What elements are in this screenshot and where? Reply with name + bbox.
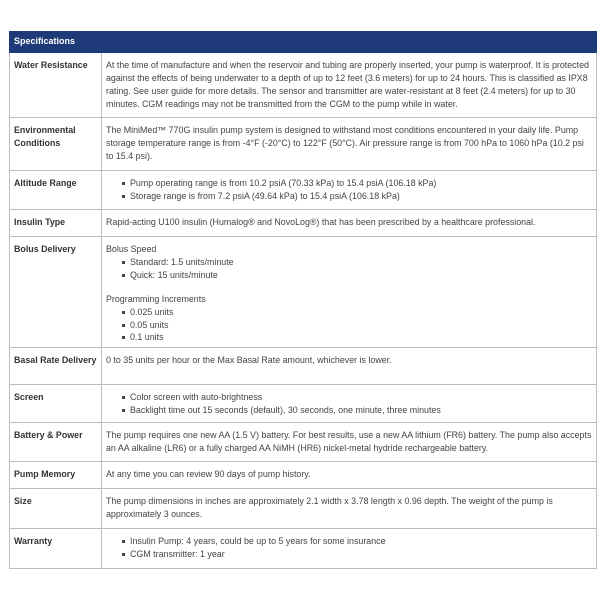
row-label: Screen [10, 385, 102, 423]
row-label: Basal Rate Delivery [10, 348, 102, 385]
list-item: Standard: 1.5 units/minute [122, 256, 592, 269]
row-value: Rapid-acting U100 insulin (Humalog® and NovoLog®) that has been prescribed by a healthcare professional. [102, 210, 597, 237]
row-label: Warranty [10, 529, 102, 569]
list-item: 0.025 units [122, 306, 592, 319]
row-value: The pump dimensions in inches are approximately 2.1 width x 3.78 length x 0.96 depth. The weight of the pump is approximately 3 ounces. [102, 489, 597, 529]
row-label: Insulin Type [10, 210, 102, 237]
programming-increments-heading: Programming Increments [106, 293, 206, 304]
list-item: Color screen with auto-brightness [122, 391, 592, 404]
table-row-warranty [10, 529, 597, 569]
list-item: Insulin Pump: 4 years, could be up to 5 years for some insurance [122, 535, 592, 548]
row-value [102, 385, 597, 423]
list-item: Pump operating range is from 10.2 psiA (70.33 kPa) to 15.4 psiA (106.18 kPa) [122, 177, 592, 190]
list-item: 0.05 units [122, 319, 592, 332]
table-row-environmental-conditions [10, 118, 597, 171]
row-label: Size [10, 489, 102, 529]
bullet-list [106, 391, 592, 417]
bullet-list [106, 535, 592, 561]
row-value: The pump requires one new AA (1.5 V) battery. For best results, use a new AA lithium (FR6) battery. The pump also accepts an AA alkaline (LR6) or a fully charged AA NiMH (HR6) nickel-metal hydride rechargeable battery. [102, 423, 597, 462]
table-row-screen [10, 385, 597, 423]
row-value [102, 171, 597, 210]
row-label: Water Resistance [10, 53, 102, 118]
list-item: Backlight time out 15 seconds (default), 30 seconds, one minute, three minutes [122, 404, 592, 417]
row-label: Altitude Range [10, 171, 102, 210]
row-label: Environmental Conditions [10, 118, 102, 171]
table-row-size [10, 489, 597, 529]
list-item: CGM transmitter: 1 year [122, 548, 592, 561]
list-item: 0.1 units [122, 331, 592, 344]
table-row-battery-power [10, 423, 597, 462]
table-row-insulin-type [10, 210, 597, 237]
table-header: Specifications [10, 32, 597, 53]
bullet-list [106, 306, 592, 345]
row-value: The MiniMed™ 770G insulin pump system is designed to withstand most conditions encountered in your daily life. Pump storage temperature range is from -4°F (-20°C) to 122°F (50°C). Air pressure range is from 700 hPa to 1060 hPa (10.2 psi to 15.4 psi). [102, 118, 597, 171]
bullet-list [106, 256, 592, 282]
table-row-basal-rate-delivery [10, 348, 597, 385]
row-label: Pump Memory [10, 462, 102, 489]
row-value [102, 237, 597, 348]
table-row-bolus-delivery [10, 237, 597, 348]
row-value [102, 529, 597, 569]
table-row-altitude-range [10, 171, 597, 210]
row-value: At the time of manufacture and when the reservoir and tubing are properly inserted, your pump is waterproof. It is protected against the effects of being underwater to a depth of up to 12 feet (3.6 meters) for up to 24 hours. This is classified as IPX8 rating. See user guide for more details. The sensor and transmitter are water-resistant at 8 feet (2.4 meters) for up to 30 minutes. CGM readings may not be transmitted from the CGM to the pump while in water. [102, 53, 597, 118]
row-label: Battery & Power [10, 423, 102, 462]
table-row-pump-memory [10, 462, 597, 489]
row-value: At any time you can review 90 days of pump history. [102, 462, 597, 489]
specifications-table [9, 31, 597, 569]
bolus-speed-heading: Bolus Speed [106, 244, 157, 254]
list-item: Quick: 15 units/minute [122, 269, 592, 282]
list-item: Storage range is from 7.2 psiA (49.64 kPa) to 15.4 psiA (106.18 kPa) [122, 190, 592, 203]
row-label: Bolus Delivery [10, 237, 102, 348]
table-row-water-resistance [10, 53, 597, 118]
bullet-list [106, 177, 592, 203]
row-value: 0 to 35 units per hour or the Max Basal Rate amount, whichever is lower. [102, 348, 597, 385]
